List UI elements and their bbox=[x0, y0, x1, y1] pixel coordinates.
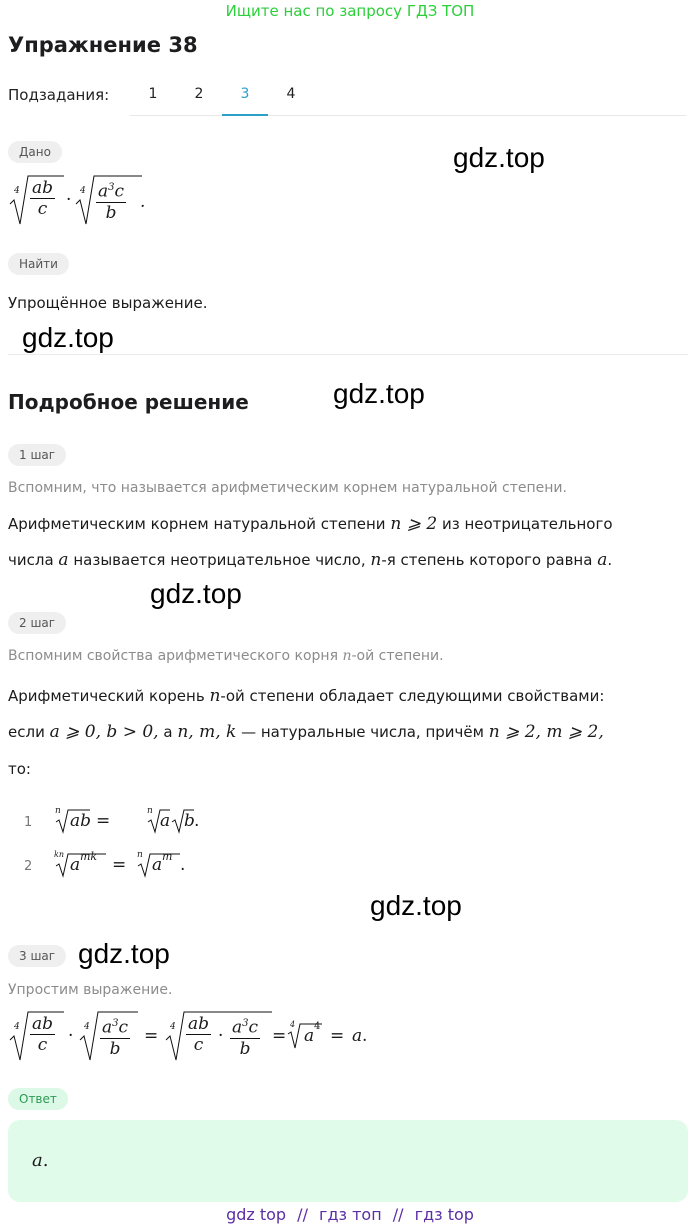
step3-f1-den: c bbox=[37, 1035, 48, 1055]
given-f2-den: b bbox=[105, 202, 117, 223]
tab-subtask-1[interactable]: 1 bbox=[148, 86, 158, 102]
subtask-tabs bbox=[130, 75, 686, 116]
property-1-end: . bbox=[194, 811, 200, 831]
given-root-index-2: 4 bbox=[80, 186, 86, 196]
step1-line2-text-c: -я степень которого равна bbox=[381, 551, 593, 569]
step3-f2-exp: 3 bbox=[112, 1018, 119, 1029]
step3-fraction-4 bbox=[230, 1014, 260, 1059]
watermark: gdz.top bbox=[78, 938, 170, 969]
section-divider bbox=[8, 354, 688, 355]
step2-line2-text-c: — натуральные числа, причём bbox=[241, 723, 484, 741]
step2-line1-text: -ой степени обладает следующими свойствами: bbox=[220, 687, 605, 705]
property-2-end: . bbox=[180, 855, 186, 875]
step1-line1 bbox=[8, 514, 613, 534]
property-2-base-2: a bbox=[152, 855, 163, 875]
step3-result-base: a bbox=[304, 1026, 315, 1046]
step1-badge: 1 шаг bbox=[8, 444, 66, 466]
watermark: gdz.top bbox=[370, 890, 462, 921]
footer-link-2[interactable]: гдз топ bbox=[319, 1205, 382, 1224]
step2-badge: 2 шаг bbox=[8, 612, 66, 634]
step1-line2-math-n: n bbox=[370, 550, 382, 570]
tab-subtask-4[interactable]: 4 bbox=[286, 86, 296, 102]
step3-fraction-3 bbox=[186, 1014, 211, 1055]
property-2-exp: mk bbox=[80, 850, 98, 863]
find-badge: Найти bbox=[8, 253, 69, 275]
footer-link-1[interactable]: gdz top bbox=[226, 1205, 287, 1224]
step1-hint: Вспомним, что называется арифметическим корнем натуральной степени. bbox=[8, 480, 567, 496]
step3-dot-2: · bbox=[218, 1026, 224, 1046]
given-dot: · bbox=[66, 190, 72, 210]
given-f2-c: c bbox=[114, 181, 125, 202]
given-fraction-1 bbox=[30, 178, 55, 219]
subtasks-label: Подзадания: bbox=[8, 86, 110, 104]
step3-index-2: 4 bbox=[84, 1022, 90, 1032]
step3-result-exp: 4 bbox=[314, 1021, 321, 1032]
step2-line2-math3: n ⩾ 2, m ⩾ 2, bbox=[488, 722, 604, 742]
property-2-number: 2 bbox=[24, 859, 33, 874]
answer-end: . bbox=[42, 1150, 49, 1171]
step1-line2-end: . bbox=[607, 551, 613, 569]
step3-hint: Упростим выражение. bbox=[8, 982, 173, 998]
property-1-lhs: ab bbox=[70, 811, 92, 831]
step3-index-3: 4 bbox=[170, 1022, 176, 1032]
step3-f3-den: c bbox=[193, 1035, 204, 1055]
step2-line2-math1: a ⩾ 0, b > 0, bbox=[49, 722, 159, 742]
step3-f3-num: ab bbox=[188, 1014, 210, 1034]
property-2-index-2: n bbox=[137, 850, 143, 860]
property-2-base: a bbox=[70, 855, 81, 875]
step3-f4-c: c bbox=[248, 1017, 259, 1038]
watermark: gdz.top bbox=[22, 322, 114, 353]
property-1-index-2: n bbox=[147, 806, 153, 816]
property-1-r2: b bbox=[184, 811, 195, 831]
step1-line1-math: n ⩾ 2 bbox=[390, 514, 438, 534]
step3-expression bbox=[8, 1008, 408, 1068]
answer-letter: a bbox=[32, 1150, 43, 1171]
given-badge: Дано bbox=[8, 141, 62, 163]
step3-fraction-2 bbox=[100, 1014, 130, 1059]
step3-eq-2: = bbox=[272, 1026, 287, 1046]
given-fraction-2 bbox=[96, 178, 126, 223]
given-f1-den: c bbox=[37, 199, 48, 219]
watermark: gdz.top bbox=[453, 142, 545, 173]
step1-line2 bbox=[8, 550, 612, 570]
answer-box bbox=[8, 1120, 688, 1202]
given-f2-a: a bbox=[98, 181, 109, 202]
tab-subtask-3[interactable]: 3 bbox=[222, 75, 268, 115]
step1-line1-text-b: из неотрицательного bbox=[441, 515, 613, 533]
step1-line2-text-a: числа bbox=[8, 551, 54, 569]
footer-separator: // bbox=[392, 1205, 404, 1224]
answer-value bbox=[32, 1150, 48, 1171]
step2-hint-text-b: -ой степени. bbox=[351, 648, 444, 664]
property-2-eq: = bbox=[112, 855, 127, 875]
property-2-exp-2: m bbox=[162, 850, 173, 863]
answer-badge: Ответ bbox=[8, 1088, 68, 1110]
step2-line2-text-b: а bbox=[163, 723, 173, 741]
property-2 bbox=[24, 850, 324, 882]
property-2-index: kn bbox=[54, 850, 64, 859]
step3-f4-a: a bbox=[232, 1017, 243, 1038]
step3-fraction-1 bbox=[30, 1014, 55, 1055]
given-radicals bbox=[8, 172, 148, 230]
step2-line2 bbox=[8, 722, 604, 742]
step2-hint bbox=[8, 648, 444, 664]
property-1-r1: a bbox=[160, 811, 171, 831]
step2-line2-math2: n, m, k bbox=[177, 722, 237, 742]
watermark: gdz.top bbox=[333, 378, 425, 409]
step1-line2-math-a: a bbox=[58, 550, 69, 570]
step3-f2-a: a bbox=[102, 1017, 113, 1038]
page-title: Упражнение 38 bbox=[8, 33, 198, 57]
step3-badge: 3 шаг bbox=[8, 945, 66, 967]
step1-line2-math-a2: a bbox=[597, 550, 608, 570]
step3-final: a bbox=[352, 1026, 363, 1046]
given-end: . bbox=[140, 192, 146, 212]
step2-line1 bbox=[8, 686, 604, 706]
step2-line3: то: bbox=[8, 760, 31, 778]
step3-index-1: 4 bbox=[14, 1022, 20, 1032]
step2-line2-text-a: если bbox=[8, 723, 45, 741]
top-banner: Ищите нас по запросу ГДЗ ТОП bbox=[225, 2, 475, 20]
given-root-index-1: 4 bbox=[14, 186, 20, 196]
footer-separator: // bbox=[297, 1205, 308, 1224]
property-1-number: 1 bbox=[24, 815, 33, 830]
watermark: gdz.top bbox=[150, 578, 242, 609]
step2-hint-text-a: Вспомним свойства арифметического корня bbox=[8, 648, 339, 664]
step3-dot-1: · bbox=[68, 1026, 74, 1046]
footer-link-3[interactable]: гдз top bbox=[414, 1205, 474, 1224]
step3-f2-den: b bbox=[109, 1038, 121, 1059]
step3-end: . bbox=[362, 1026, 368, 1046]
step3-index-4: 4 bbox=[290, 1020, 296, 1029]
step3-f2-c: c bbox=[118, 1017, 129, 1038]
property-1-eq: = bbox=[96, 811, 111, 831]
step3-eq-1: = bbox=[144, 1026, 159, 1046]
step2-line1-prefix: Арифметический корень bbox=[8, 687, 205, 705]
step3-f1-num: ab bbox=[32, 1014, 54, 1034]
step2-line1-math: n bbox=[209, 686, 221, 706]
step3-eq-3: = bbox=[330, 1026, 345, 1046]
step2-hint-math: n bbox=[342, 648, 352, 664]
property-1-index: n bbox=[55, 806, 61, 816]
step3-f4-den: b bbox=[239, 1038, 251, 1059]
given-f1-num: ab bbox=[32, 178, 54, 198]
tab-subtask-2[interactable]: 2 bbox=[194, 86, 204, 102]
find-text: Упрощённое выражение. bbox=[8, 294, 208, 312]
step1-line1-text-a: Арифметическим корнем натуральной степени bbox=[8, 515, 386, 533]
step3-f4-exp: 3 bbox=[242, 1018, 249, 1029]
given-f2-exp: 3 bbox=[108, 182, 115, 193]
footer-links bbox=[0, 1205, 700, 1224]
step1-line2-text-b: называется неотрицательное число, bbox=[73, 551, 366, 569]
solution-heading: Подробное решение bbox=[8, 390, 249, 414]
property-1 bbox=[24, 806, 324, 838]
